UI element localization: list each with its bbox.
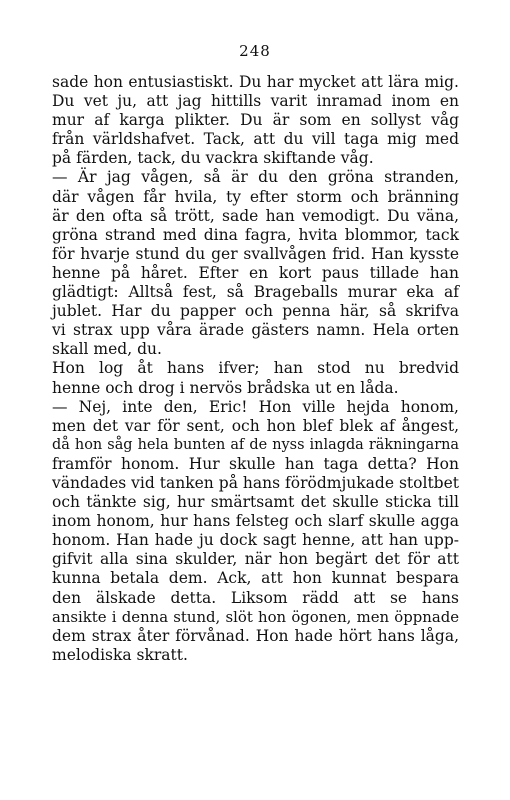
text-line: gifvit alla sina skulder, när hon begärt det för att xyxy=(52,550,459,569)
text-line: — Nej, inte den, Eric! Hon ville hejda honom, xyxy=(52,397,459,416)
text-line: henne på håret. Efter en kort paus tillade han xyxy=(52,263,459,282)
text-line: dem strax åter förvånad. Hon hade hört hans låga, xyxy=(52,626,459,645)
text-line: där vågen får hvila, ty efter storm och bränning xyxy=(52,187,459,206)
body-text xyxy=(52,73,459,665)
text-line: gröna strand med dina fagra, hvita blommor, tack xyxy=(52,225,459,244)
text-line: och tänkte sig, hur smärtsamt det skulle sticka till xyxy=(52,493,459,512)
text-line: jublet. Har du papper och penna här, så skrifva xyxy=(52,302,459,321)
text-line: kunna betala dem. Ack, att hon kunnat bespara xyxy=(52,569,459,588)
text-line: vändades vid tanken på hans förödmjukade stoltbet xyxy=(52,473,459,492)
text-line: vi strax upp våra ärade gästers namn. Hela orten xyxy=(52,321,459,340)
text-line: sade hon entusiastiskt. Du har mycket att lära mig. xyxy=(52,73,459,91)
page-number: 248 xyxy=(239,42,271,60)
text-line: — Är jag vågen, så är du den gröna stranden, xyxy=(52,168,459,187)
text-line: men det var för sent, och hon blef blek af ångest, xyxy=(52,416,459,435)
text-line: honom. Han hade ju dock sagt henne, att han upp- xyxy=(52,531,459,550)
text-line: för hvarje stund du ger svallvågen frid. Han kysste xyxy=(52,244,459,263)
text-line: från världshafvet. Tack, att du vill taga mig med xyxy=(52,130,459,149)
text-line: den älskade detta. Liksom rädd att se hans xyxy=(52,588,459,607)
text-line: Hon log åt hans ifver; han stod nu bredvid xyxy=(52,359,459,378)
text-line: ansikte i denna stund, slöt hon ögonen, men öppnade xyxy=(52,607,459,626)
text-line: då hon såg hela bunten af de nyss inlagda räkningarna xyxy=(52,436,459,453)
text-line: skall med, du. xyxy=(52,340,162,359)
text-line: inom honom, hur hans felsteg och slarf skulle agga xyxy=(52,512,459,531)
text-line: Du vet ju, att jag hittills varit inramad inom en xyxy=(52,92,459,111)
text-line: mur af karga plikter. Du är som en sollyst våg xyxy=(52,111,459,130)
text-line: henne och drog i nervös brådska ut en låda. xyxy=(52,378,399,397)
text-line: är den ofta så trött, sade han vemodigt. Du väna, xyxy=(52,206,459,225)
text-line: melodiska skratt. xyxy=(52,645,188,664)
text-line: på färden, tack, du vackra skiftande våg. xyxy=(52,149,374,168)
text-line: framför honom. Hur skulle han taga detta? Hon xyxy=(52,454,459,473)
text-line: glädtigt: Alltså fest, så Brageballs murar eka af xyxy=(52,283,459,302)
